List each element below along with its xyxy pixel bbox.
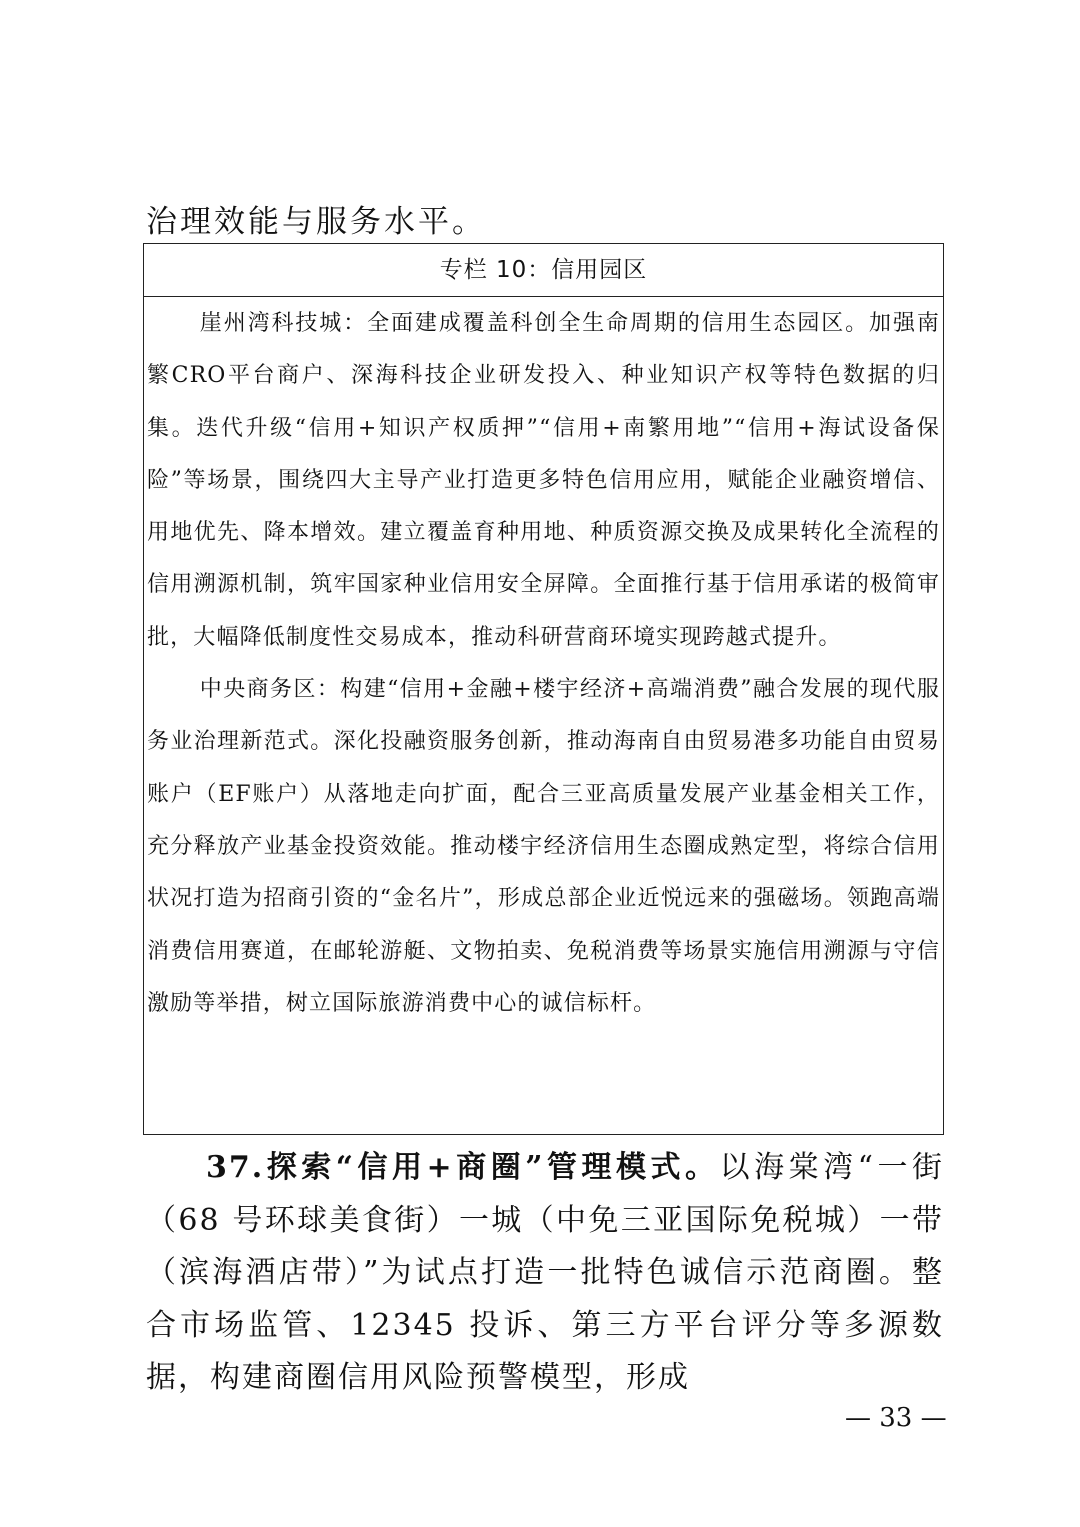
section-heading: 37.探索“信用+商圈”管理模式。 [206,1150,720,1185]
section-37 [146,1142,944,1405]
page-number: — 33 — [845,1403,947,1433]
feature-paragraph-yazhou-bay: 崖州湾科技城：全面建成覆盖科创全生命周期的信用生态园区。加强南繁CRO平台商户、深海科技企业研发投入、种业知识产权等特色数据的归集。迭代升级“信用+知识产权质押”“信用+南繁用地”“信用+海试设备保险”等场景，围绕四大主导产业打造更多特色信用应用，赋能企业融资增信、用地优先、降本增效。建立覆盖育种用地、种质资源交换及成果转化全流程的信用溯源机制，筑牢国家种业信用安全屏障。全面推行基于信用承诺的极简审批，大幅降低制度性交易成本，推动科研营商环境实现跨越式提升。 [147,311,940,650]
feature-column-body [144,298,943,1030]
section-body: 以海棠湾“一街（68 号环球美食街）一城（中免三亚国际免税城）一带（滨海酒店带）”为试点打造一批特色诚信示范商圈。整合市场监管、12345 投诉、第三方平台评分等多源数据，构建商圈信用风险预警模型，形成 [146,1150,945,1395]
feature-column-box [143,243,944,1135]
feature-paragraph-cbd: 中央商务区：构建“信用+金融+楼宇经济+高端消费”融合发展的现代服务业治理新范式。深化投融资服务创新，推动海南自由贸易港多功能自由贸易账户（EF账户）从落地走向扩面，配合三亚高质量发展产业基金相关工作，充分释放产业基金投资效能。推动楼宇经济信用生态圈成熟定型，将综合信用状况打造为招商引资的“金名片”，形成总部企业近悦远来的强磁场。领跑高端消费信用赛道，在邮轮游艇、文物拍卖、免税消费等场景实施信用溯源与守信激励等举措，树立国际旅游消费中心的诚信标杆。 [147,677,940,1016]
feature-column-title: 专栏 10：信用园区 [144,244,943,297]
continued-text-line: 治理效能与服务水平。 [146,204,486,240]
